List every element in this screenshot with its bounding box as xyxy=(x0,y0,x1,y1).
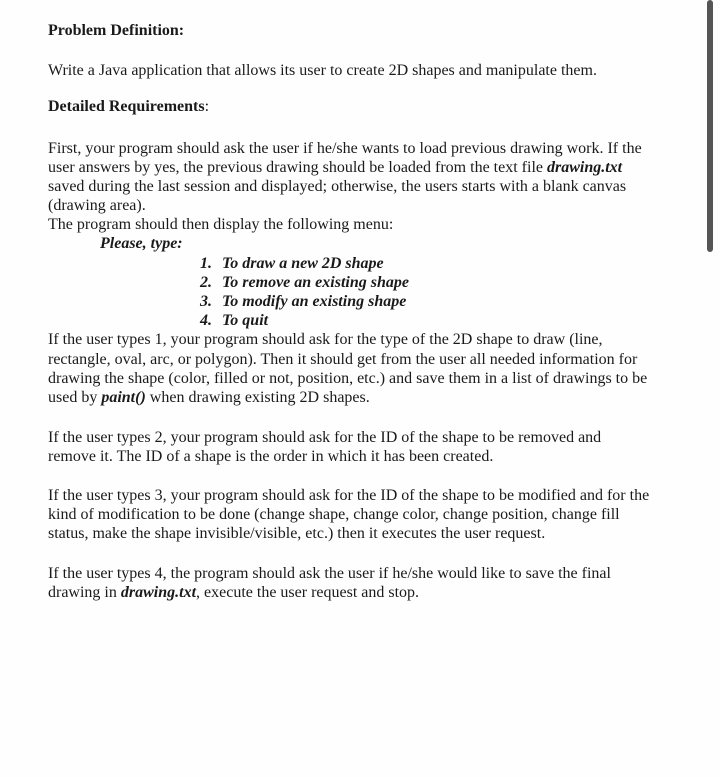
para1-line-3: drawing the shape (color, filled or not, position, etc.) and save them in a list of drawings to be xyxy=(48,370,648,387)
para2-line-2: remove it. The ID of a shape is the order in which it has been created. xyxy=(48,448,494,465)
intro-line-5: The program should then display the following menu: xyxy=(48,216,394,233)
detailed-requirements-title: Detailed Requirements xyxy=(48,98,205,115)
detailed-requirements-colon: : xyxy=(204,98,210,115)
intro-line-2-text: user answers by yes, the previous drawing should be loaded from the text file xyxy=(48,159,547,176)
para1-line-4 xyxy=(48,388,370,407)
problem-definition-heading: Problem Definition: xyxy=(48,22,185,39)
para4-line-2-end: , execute the user request and stop. xyxy=(196,584,420,601)
intro-line-1: First, your program should ask the user if he/she wants to load previous drawing work. If the xyxy=(48,140,642,157)
para1-line-4-end: when drawing existing 2D shapes. xyxy=(145,389,370,406)
menu-prompt: Please, type: xyxy=(100,235,183,252)
para3-line-3: status, make the shape invisible/visible, etc.) then it executes the user request. xyxy=(48,525,546,542)
menu-item-2 xyxy=(200,273,409,292)
para1-line-4-text: used by xyxy=(48,389,102,406)
filename-drawing-txt: drawing.txt xyxy=(546,159,623,176)
menu-item-text: To quit xyxy=(222,312,269,329)
menu-item-1 xyxy=(200,254,384,273)
menu-item-text: To remove an existing shape xyxy=(222,274,409,291)
para4-line-2 xyxy=(48,583,419,602)
menu-item-number: 1. xyxy=(200,255,212,272)
problem-definition-text: Write a Java application that allows its user to create 2D shapes and manipulate them. xyxy=(48,62,597,79)
menu-item-4 xyxy=(200,311,268,330)
para1-line-2: rectangle, oval, arc, or polygon). Then it should get from the user all needed information for xyxy=(48,351,638,368)
filename-drawing-txt-2: drawing.txt xyxy=(120,584,197,601)
para1-line-1: If the user types 1, your program should ask for the type of the 2D shape to draw (line, xyxy=(48,331,603,348)
intro-line-4: (drawing area). xyxy=(48,197,146,214)
para2-line-1: If the user types 2, your program should ask for the ID of the shape to be removed and xyxy=(48,429,602,446)
para3-line-1: If the user types 3, your program should ask for the ID of the shape to be modified and for the xyxy=(48,487,650,504)
para4-line-2-text: drawing in xyxy=(48,584,121,601)
para4-line-1: If the user types 4, the program should ask the user if he/she would like to save the final xyxy=(48,565,611,582)
intro-line-3: saved during the last session and displayed; otherwise, the users starts with a blank canvas xyxy=(48,178,627,195)
method-paint: paint() xyxy=(101,389,146,406)
menu-item-number: 4. xyxy=(200,312,212,329)
scrollbar-thumb[interactable] xyxy=(707,0,713,252)
menu-item-number: 3. xyxy=(200,293,212,310)
intro-line-2 xyxy=(48,158,622,177)
detailed-requirements-heading xyxy=(48,97,209,116)
menu-item-text: To draw a new 2D shape xyxy=(222,255,384,272)
menu-item-text: To modify an existing shape xyxy=(222,293,407,310)
menu-item-3 xyxy=(200,292,406,311)
menu-item-number: 2. xyxy=(200,274,212,291)
para3-line-2: kind of modification to be done (change shape, change color, change position, change fill xyxy=(48,506,620,523)
